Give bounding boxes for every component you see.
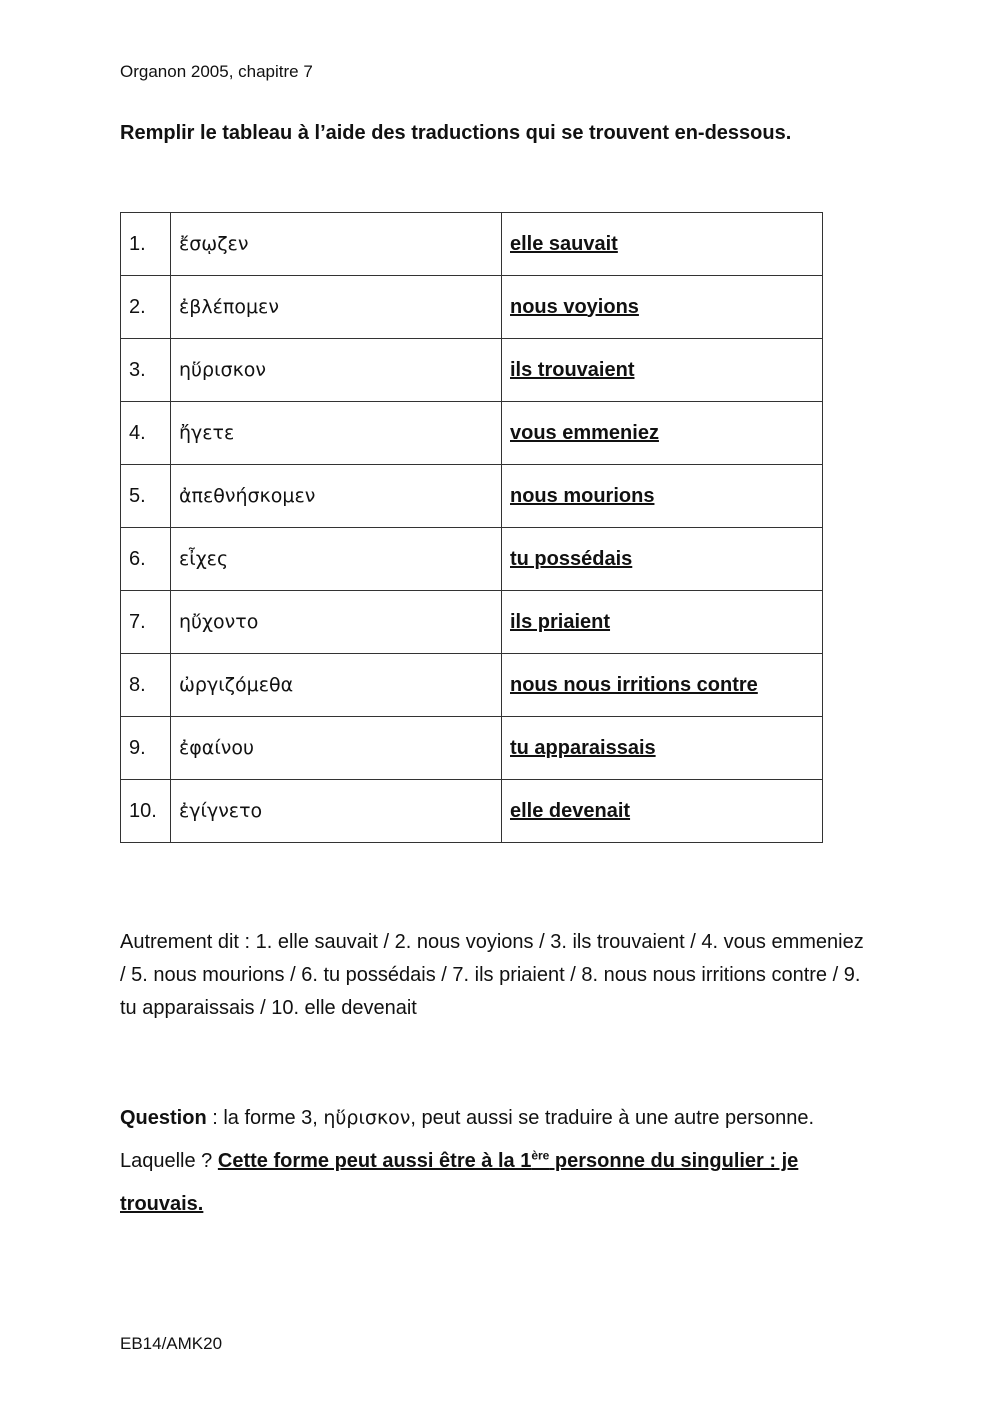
table-row — [121, 780, 823, 843]
question-paragraph — [120, 1097, 880, 1226]
translation-answer: nous voyions — [502, 276, 823, 339]
table-row — [121, 654, 823, 717]
greek-verb: ἐφαίνου — [171, 717, 502, 780]
translation-answer: nous mourions — [502, 465, 823, 528]
question-answer-superscript: ère — [531, 1148, 550, 1163]
greek-verb: εἶχες — [171, 528, 502, 591]
question-text-before: : la forme 3, — [206, 1107, 324, 1129]
greek-verb: ἐβλέπομεν — [171, 276, 502, 339]
translation-answer: ils priaient — [502, 591, 823, 654]
table-row — [121, 591, 823, 654]
row-number: 8. — [121, 654, 171, 717]
question-text-after: , peut aussi se traduire à une autre personne. Laquelle ? — [120, 1107, 814, 1172]
translation-answer: tu possédais — [502, 528, 823, 591]
translation-table — [120, 212, 823, 843]
table-row — [121, 213, 823, 276]
document-footer: EB14/AMK20 — [120, 1334, 223, 1353]
question-greek-word: ηὕρισκον — [323, 1107, 411, 1129]
question-answer-start: Cette forme peut aussi être à la 1 — [217, 1150, 532, 1172]
greek-verb: ἀπεθνήσκομεν — [171, 465, 502, 528]
table-row — [121, 465, 823, 528]
row-number: 10. — [121, 780, 171, 843]
table-row — [121, 402, 823, 465]
translation-answer: nous nous irritions contre — [502, 654, 823, 717]
translation-answer: vous emmeniez — [502, 402, 823, 465]
table-row — [121, 339, 823, 402]
translation-answer: ils trouvaient — [502, 339, 823, 402]
row-number: 5. — [121, 465, 171, 528]
greek-verb: ηὔχοντο — [171, 591, 502, 654]
question-answer — [120, 1150, 798, 1215]
row-number: 2. — [121, 276, 171, 339]
row-number: 1. — [121, 213, 171, 276]
table-row — [121, 528, 823, 591]
translation-answer: elle devenait — [502, 780, 823, 843]
row-number: 7. — [121, 591, 171, 654]
row-number: 6. — [121, 528, 171, 591]
row-number: 9. — [121, 717, 171, 780]
greek-verb: ἤγετε — [171, 402, 502, 465]
greek-verb: ὠργιζόμεθα — [171, 654, 502, 717]
question-label: Question — [120, 1107, 207, 1129]
row-number: 3. — [121, 339, 171, 402]
translation-table-body — [121, 213, 823, 843]
translation-answer: tu apparaissais — [502, 717, 823, 780]
translation-answer: elle sauvait — [502, 213, 823, 276]
table-row — [121, 717, 823, 780]
question-answer-end: personne du singulier : je trouvais. — [120, 1150, 799, 1215]
table-row — [121, 276, 823, 339]
greek-verb: ἐγίγνετο — [171, 780, 502, 843]
exercise-instruction: Remplir le tableau à l’aide des traductions qui se trouvent en-dessous. — [120, 122, 792, 144]
row-number: 4. — [121, 402, 171, 465]
greek-verb: ηὕρισκον — [171, 339, 502, 402]
document-header: Organon 2005, chapitre 7 — [120, 62, 313, 81]
summary-paragraph: Autrement dit : 1. elle sauvait / 2. nous voyions / 3. ils trouvaient / 4. vous emmeniez / 5. nous mourions / 6. tu possédais / 7. ils priaient / 8. nous nous irritions contre / 9. tu apparaissais / 10. elle devenait — [120, 931, 864, 1019]
greek-verb: ἔσῳζεν — [171, 213, 502, 276]
